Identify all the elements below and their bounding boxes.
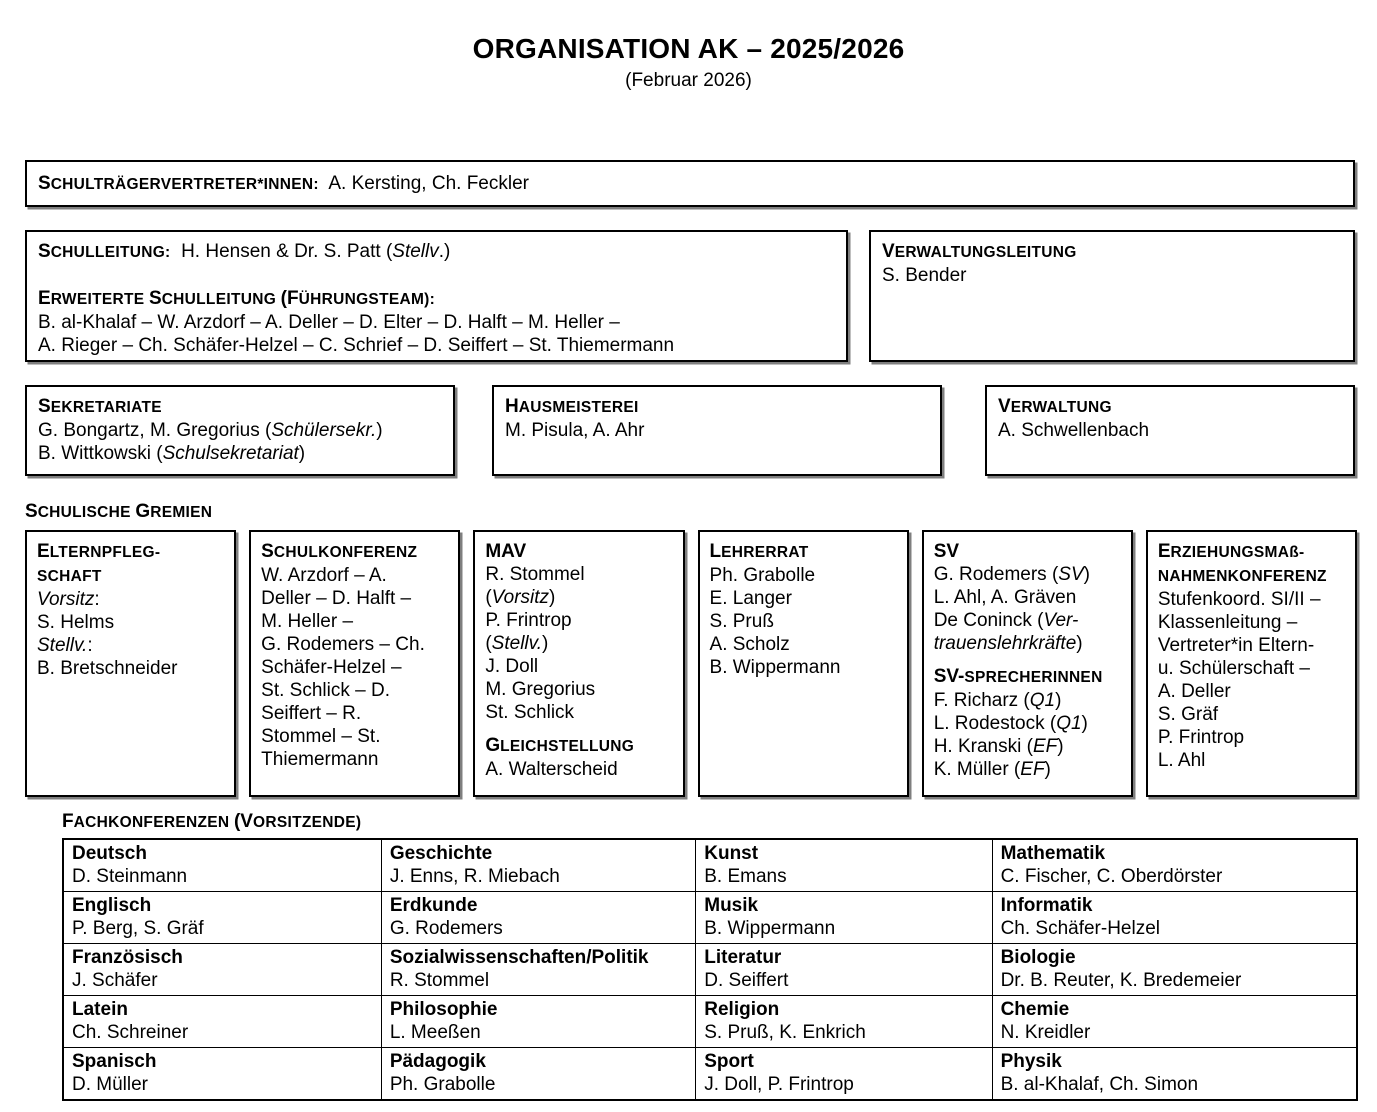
text-segment: REMIEN: [150, 504, 213, 521]
text-segment: ÜHRUNGSTEAM):: [298, 291, 436, 308]
chair-names: C. Fischer, C. Oberdörster: [1000, 866, 1223, 887]
text-segment: .): [438, 241, 451, 262]
subject-label: Literatur: [704, 947, 782, 968]
text-segment: ERWALTUNG: [1010, 399, 1112, 416]
text-line: [485, 678, 672, 701]
text-segment: Schäfer-Helzel –: [261, 657, 402, 678]
text-line: [37, 588, 224, 611]
text-segment: A. Schwellenbach: [998, 420, 1150, 441]
text-segment: De Coninck (: [933, 610, 1044, 631]
text-segment: S. Helms: [37, 612, 115, 633]
text-segment: L. Ahl: [1157, 750, 1206, 771]
subject-cell: [381, 996, 695, 1048]
chair-names: N. Kreidler: [1000, 1022, 1091, 1043]
box-elternpflegschaft: [25, 530, 236, 797]
text-segment: L: [709, 541, 722, 562]
text-segment: CHULTRÄGERVERTRETER*INNEN:: [50, 176, 319, 193]
text-segment: A. Rieger – Ch. Schäfer-Helzel – C. Schrief – D. Seiffert – St. Thiemermann: [38, 335, 675, 356]
subject-label: Pädagogik: [389, 1051, 486, 1072]
text-segment: ): [549, 587, 556, 608]
text-line: [261, 610, 448, 633]
text-segment: :: [94, 589, 100, 610]
subject-label: Physik: [1000, 1051, 1062, 1072]
text-line: [37, 564, 224, 588]
text-segment: EF: [1020, 759, 1045, 780]
subject-label: Mathematik: [1000, 843, 1106, 864]
text-segment: G. Rodemers (: [933, 564, 1059, 585]
subject-label: Kunst: [704, 843, 759, 864]
text-segment: :: [87, 635, 93, 656]
text-segment: G. Rodemers – Ch.: [261, 634, 425, 655]
subject-label: Spanisch: [72, 1051, 157, 1072]
subject-label: Englisch: [72, 895, 152, 916]
text-segment: ORSITZENDE): [252, 814, 362, 831]
text-segment: trauenslehrkräfte: [933, 633, 1077, 654]
table-row: [63, 839, 1357, 892]
text-segment: S: [38, 241, 51, 262]
text-segment: Ver-: [1043, 610, 1079, 631]
text-line: [38, 419, 442, 442]
text-line: [485, 734, 672, 758]
text-segment: S: [38, 173, 51, 194]
text-segment: B. al-Khalaf – W. Arzdorf – A. Deller – D. Elter – D. Halft – M. Heller –: [38, 312, 620, 333]
text-line: [1158, 540, 1345, 564]
text-segment: ): [1076, 633, 1083, 654]
subject-label: Religion: [704, 999, 780, 1020]
text-segment: (F: [280, 288, 299, 309]
text-line: [1158, 564, 1345, 588]
subject-cell: [381, 839, 695, 892]
subject-label: Informatik: [1000, 895, 1093, 916]
text-line: [37, 611, 224, 634]
text-segment: EF: [1032, 736, 1058, 757]
text-line: [505, 419, 929, 442]
text-segment: CHULLEITUNG: [161, 291, 281, 308]
subject-label: Deutsch: [72, 843, 147, 864]
subject-cell: [63, 1048, 381, 1101]
text-segment: AUSMEISTEREI: [518, 399, 639, 416]
chair-names: Ph. Grabolle: [389, 1074, 496, 1095]
text-line: [261, 748, 448, 771]
text-segment: A. Walterscheid: [485, 759, 618, 780]
box-verwaltungsleitung: [869, 230, 1355, 362]
text-segment: L. Rodestock (: [933, 713, 1057, 734]
text-segment: SCHAFT: [37, 568, 102, 585]
text-segment: Schülersekr.: [271, 420, 377, 441]
text-segment: RWEITERTE: [50, 291, 149, 308]
text-line: [1158, 703, 1345, 726]
box-schulleitung: [25, 230, 848, 362]
chair-names: D. Seiffert: [704, 970, 789, 991]
subject-cell: [992, 892, 1357, 944]
text-segment: St. Schlick – D.: [261, 680, 390, 701]
text-segment: S: [38, 396, 51, 417]
text-segment: K. Müller (: [933, 759, 1021, 780]
subject-cell: [992, 996, 1357, 1048]
subject-cell: [992, 1048, 1357, 1101]
text-segment: Thiemermann: [261, 749, 379, 770]
box-schulkonferenz: [249, 530, 460, 797]
text-line: [38, 311, 835, 334]
text-segment: R. Stommel: [485, 564, 585, 585]
text-line: [37, 657, 224, 680]
text-line: [934, 689, 1121, 712]
text-segment: S: [261, 541, 274, 562]
text-segment: G: [135, 501, 151, 522]
page-title: ORGANISATION AK – 2025/2026: [472, 33, 905, 64]
text-segment: F. Richarz (: [933, 690, 1030, 711]
text-segment: P. Frintrop: [485, 610, 572, 631]
text-line: [37, 540, 224, 564]
text-line: [934, 655, 1121, 665]
text-segment: ): [1083, 564, 1090, 585]
text-segment: E: [37, 541, 50, 562]
box-sekretariate: [25, 385, 455, 476]
text-line: [934, 665, 1121, 689]
text-segment: EHRERRAT: [721, 544, 809, 561]
text-segment: ): [1044, 759, 1051, 780]
text-segment: SV: [1058, 564, 1084, 585]
subject-cell: [696, 892, 992, 944]
chair-names: Dr. B. Reuter, K. Bredemeier: [1000, 970, 1242, 991]
text-segment: H: [505, 396, 519, 417]
subject-label: Latein: [72, 999, 128, 1020]
text-line: [485, 701, 672, 724]
subject-cell: [696, 944, 992, 996]
subject-cell: [992, 944, 1357, 996]
subject-label: Französisch: [72, 947, 183, 968]
text-line: [38, 172, 1342, 196]
text-segment: A. Deller: [1157, 681, 1231, 702]
text-segment: S. Bender: [882, 265, 967, 286]
text-line: [934, 609, 1121, 632]
text-line: [934, 586, 1121, 609]
table-row: [63, 892, 1357, 944]
subject-cell: [63, 892, 381, 944]
subject-label: Sozialwissenschaften/Politik: [389, 947, 649, 968]
text-segment: [38, 265, 43, 286]
chair-names: D. Steinmann: [72, 866, 188, 887]
text-line: [261, 656, 448, 679]
text-line: [1158, 680, 1345, 703]
subject-cell: [381, 892, 695, 944]
text-segment: B. Wittkowski (: [38, 443, 163, 464]
text-segment: G: [485, 735, 501, 756]
chair-names: B. Emans: [704, 866, 787, 887]
text-line: [62, 810, 361, 834]
text-segment: u. Schülerschaft –: [1157, 658, 1310, 679]
box-sv: [922, 530, 1133, 797]
gremien-box-row: [25, 530, 1357, 797]
text-segment: Deller – D. Halft –: [261, 588, 412, 609]
text-segment: ): [1057, 736, 1064, 757]
text-segment: Stellv.: [37, 635, 88, 656]
box-schultraegervertreter: [25, 160, 1355, 207]
text-line: [261, 564, 448, 587]
text-segment: St. Schlick: [485, 702, 575, 723]
chair-names: S. Pruß, K. Enkrich: [704, 1022, 866, 1043]
text-line: [38, 334, 835, 357]
text-line: [261, 702, 448, 725]
text-line: [37, 634, 224, 657]
text-segment: V: [998, 396, 1011, 417]
text-segment: Vorsitz: [37, 589, 95, 610]
text-segment: EKRETARIATE: [50, 399, 162, 416]
text-segment: Stommel – St.: [261, 726, 381, 747]
text-segment: H. Kranski (: [933, 736, 1033, 757]
text-line: [934, 563, 1121, 586]
text-segment: P. Frintrop: [1157, 727, 1245, 748]
text-segment: A. Kersting, Ch. Feckler: [318, 173, 529, 194]
text-line: [1158, 749, 1345, 772]
text-line: [710, 610, 897, 633]
text-line: [261, 587, 448, 610]
text-segment: Q1: [1056, 713, 1082, 734]
text-segment: ): [298, 443, 306, 464]
text-line: [934, 735, 1121, 758]
text-line: [1158, 588, 1345, 611]
text-line: [882, 240, 1342, 264]
subject-cell: [381, 1048, 695, 1101]
subject-cell: [63, 996, 381, 1048]
fachkonferenzen-table-body: [63, 839, 1357, 1100]
fachkonferenzen-table: [62, 838, 1358, 1101]
text-segment: S. Pruß: [709, 611, 774, 632]
text-line: [38, 264, 835, 287]
text-line: [710, 656, 897, 679]
subject-cell: [63, 944, 381, 996]
text-line: [1158, 634, 1345, 657]
text-segment: J. Doll: [485, 656, 539, 677]
text-segment: ACHKONFERENZEN: [73, 814, 234, 831]
chair-names: J. Schäfer: [72, 970, 158, 991]
text-segment: (: [485, 587, 492, 608]
text-segment: B. Bretschneider: [37, 658, 178, 679]
text-segment: Stufenkoord. SI/II –: [1157, 589, 1321, 610]
text-segment: S: [25, 501, 38, 522]
text-segment: E: [38, 288, 51, 309]
text-line: [710, 540, 897, 564]
text-segment: ): [376, 420, 383, 441]
text-line: [505, 395, 929, 419]
text-segment: Vorsitz: [491, 587, 550, 608]
text-line: [934, 540, 1121, 563]
text-line: [485, 586, 672, 609]
chair-names: R. Stommel: [389, 970, 490, 991]
box-mav-gleichstellung: [473, 530, 684, 797]
text-segment: CHULKONFERENZ: [273, 544, 418, 561]
text-segment: Q1: [1029, 690, 1056, 711]
text-segment: A. Scholz: [709, 634, 790, 655]
chair-names: Ch. Schreiner: [72, 1022, 189, 1043]
text-segment: ): [1081, 713, 1088, 734]
text-segment: Schulsekretariat: [162, 443, 299, 464]
subject-cell: [696, 1048, 992, 1101]
subject-cell: [63, 839, 381, 892]
text-line: [710, 587, 897, 610]
chair-names: J. Doll, P. Frintrop: [704, 1074, 854, 1095]
text-line: [38, 240, 835, 264]
text-line: [485, 609, 672, 632]
text-segment: V: [882, 241, 895, 262]
section-heading-fachkonferenzen: [62, 810, 361, 834]
text-line: [998, 419, 1342, 442]
text-segment: M. Heller –: [261, 611, 354, 632]
text-segment: W. Arzdorf – A.: [261, 565, 387, 586]
box-verwaltung: [985, 385, 1355, 476]
table-row: [63, 1048, 1357, 1101]
text-segment: Ph. Grabolle: [709, 565, 816, 586]
text-segment: NAHMENKONFERENZ: [1157, 568, 1327, 585]
text-line: [38, 395, 442, 419]
chair-names: Ch. Schäfer-Helzel: [1000, 918, 1161, 939]
text-line: [934, 712, 1121, 735]
text-line: [261, 540, 448, 564]
chair-names: P. Berg, S. Gräf: [72, 918, 204, 939]
text-segment: S: [149, 288, 162, 309]
subject-cell: [696, 839, 992, 892]
text-line: [485, 655, 672, 678]
text-segment: Klassenleitung –: [1157, 612, 1298, 633]
text-segment: SV: [933, 541, 960, 562]
text-segment: M. Gregorius: [485, 679, 596, 700]
text-segment: L. Ahl, A. Gräven: [933, 587, 1077, 608]
text-segment: ): [542, 633, 549, 654]
text-line: [710, 633, 897, 656]
text-segment: ERWALTUNGSLEITUNG: [894, 244, 1077, 261]
chair-names: J. Enns, R. Miebach: [389, 866, 560, 887]
subject-label: Erdkunde: [389, 895, 478, 916]
text-segment: E: [1157, 541, 1171, 562]
subject-label: Musik: [704, 895, 759, 916]
text-line: [485, 540, 672, 563]
text-segment: RZIEHUNGSMAß-: [1170, 544, 1305, 561]
text-line: [261, 725, 448, 748]
text-line: [934, 758, 1121, 781]
text-line: [710, 564, 897, 587]
text-line: [25, 500, 212, 524]
text-line: [1158, 657, 1345, 680]
chair-names: L. Meeßen: [389, 1022, 481, 1043]
text-segment: CHULISCHE: [37, 504, 136, 521]
text-segment: SV-: [933, 666, 965, 687]
chair-names: D. Müller: [72, 1074, 149, 1095]
text-segment: LTERNPFLEG-: [49, 544, 161, 561]
text-line: [485, 724, 672, 734]
text-line: [485, 563, 672, 586]
subject-label: Chemie: [1000, 999, 1070, 1020]
chair-names: B. al-Khalaf, Ch. Simon: [1000, 1074, 1199, 1095]
text-segment: Vertreter*in Eltern-: [1157, 635, 1315, 656]
text-line: [38, 442, 442, 465]
text-segment: (V: [233, 811, 253, 832]
subject-cell: [696, 996, 992, 1048]
text-line: [1158, 726, 1345, 749]
text-segment: F: [62, 811, 74, 832]
text-segment: ): [1055, 690, 1062, 711]
subject-label: Philosophie: [389, 999, 498, 1020]
subject-cell: [381, 944, 695, 996]
text-segment: M. Pisula, A. Ahr: [505, 420, 645, 441]
text-line: [882, 264, 1342, 287]
text-line: [934, 632, 1121, 655]
text-segment: (: [485, 633, 492, 654]
text-segment: B. Wippermann: [709, 657, 841, 678]
text-line: [261, 679, 448, 702]
text-segment: H. Hensen & Dr. S. Patt (: [170, 241, 393, 262]
section-heading-schulische-gremien: [25, 500, 212, 524]
subject-label: Sport: [704, 1051, 754, 1072]
text-segment: SPRECHERINNEN: [964, 669, 1103, 686]
subject-cell: [992, 839, 1357, 892]
text-segment: Stellv: [392, 241, 439, 262]
chair-names: B. Wippermann: [704, 918, 836, 939]
text-segment: S. Gräf: [1157, 704, 1219, 725]
box-lehrerrat: [698, 530, 909, 797]
text-segment: MAV: [485, 541, 527, 562]
chair-names: G. Rodemers: [389, 918, 503, 939]
text-line: [38, 287, 835, 311]
text-line: [261, 633, 448, 656]
text-line: [485, 632, 672, 655]
subject-label: Biologie: [1000, 947, 1076, 968]
text-segment: Seiffert – R.: [261, 703, 362, 724]
table-row: [63, 996, 1357, 1048]
box-erziehungsmassnahmenkonferenz: [1146, 530, 1357, 797]
text-line: [485, 758, 672, 781]
text-segment: CHULLEITUNG:: [50, 244, 171, 261]
subject-label: Geschichte: [389, 843, 493, 864]
text-segment: LEICHSTELLUNG: [500, 738, 635, 755]
text-line: [1158, 611, 1345, 634]
page-subtitle: (Februar 2026): [625, 70, 752, 91]
text-segment: E. Langer: [709, 588, 792, 609]
text-segment: G. Bongartz, M. Gregorius (: [38, 420, 272, 441]
box-hausmeisterei: [492, 385, 942, 476]
text-line: [998, 395, 1342, 419]
text-segment: Stellv.: [491, 633, 543, 654]
table-row: [63, 944, 1357, 996]
